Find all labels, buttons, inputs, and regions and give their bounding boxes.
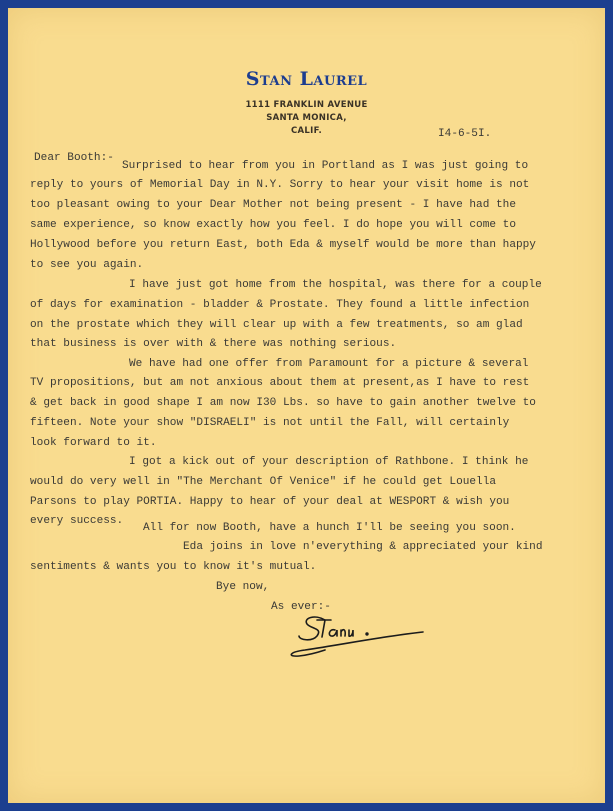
body-line: All for now Booth, have a hunch I'll be seeing you soon. [143,522,516,534]
body-line: would do very well in "The Merchant Of Venice" if he could get Louella [30,476,497,488]
body-line: Eda joins in love n'everything & appreciated your kind [183,541,543,553]
body-line: same experience, so know exactly how you feel. I do hope you will come to [30,219,516,231]
body-line: on the prostate which they will clear up with a few treatments, so am glad [30,319,523,331]
letterhead-address-state: CALIF. [291,126,322,136]
closing-as-ever: As ever:- [271,601,331,613]
body-line: I have just got home from the hospital, was there for a couple [129,279,542,291]
letterhead-address-street: 1111 FRANKLIN AVENUE [245,100,368,110]
body-line: fifteen. Note your show "DISRAELI" is not until the Fall, will certainly [30,417,510,429]
body-line: Surprised to hear from you in Portland as I was just going to [122,160,529,172]
body-line: look forward to it. [30,437,157,449]
body-line: We have had one offer from Paramount for a picture & several [129,358,529,370]
letterhead-name: Stan Laurel [245,68,368,90]
body-line: every success. [30,515,124,527]
letter-date: I4-6-5I. [438,128,492,140]
body-line: Hollywood before you return East, both Eda & myself would be more than happy [30,239,536,251]
body-line: too pleasant owing to your Dear Mother not being present - I have had the [30,199,516,211]
letterhead-address-city: SANTA MONICA, [266,113,347,123]
salutation: Dear Booth:- [34,152,114,164]
body-line: reply to yours of Memorial Day in N.Y. Sorry to hear your visit home is not [30,179,530,191]
body-line: sentiments & wants you to know it's mutual. [30,561,317,573]
body-line: & get back in good shape I am now I30 Lbs. so have to gain another twelve to [30,397,536,409]
signature-stan [285,612,435,662]
closing-bye: Bye now, [216,581,270,593]
body-line: to see you again. [30,259,144,271]
body-line: that business is over with & there was nothing serious. [30,338,397,350]
body-line: TV propositions, but am not anxious about them at present,as I have to rest [30,377,530,389]
body-line: of days for examination - bladder & Prostate. They found a little infection [30,299,530,311]
body-line: Parsons to play PORTIA. Happy to hear of your deal at WESPORT & wish you [30,496,510,508]
body-line: I got a kick out of your description of Rathbone. I think he [129,456,529,468]
